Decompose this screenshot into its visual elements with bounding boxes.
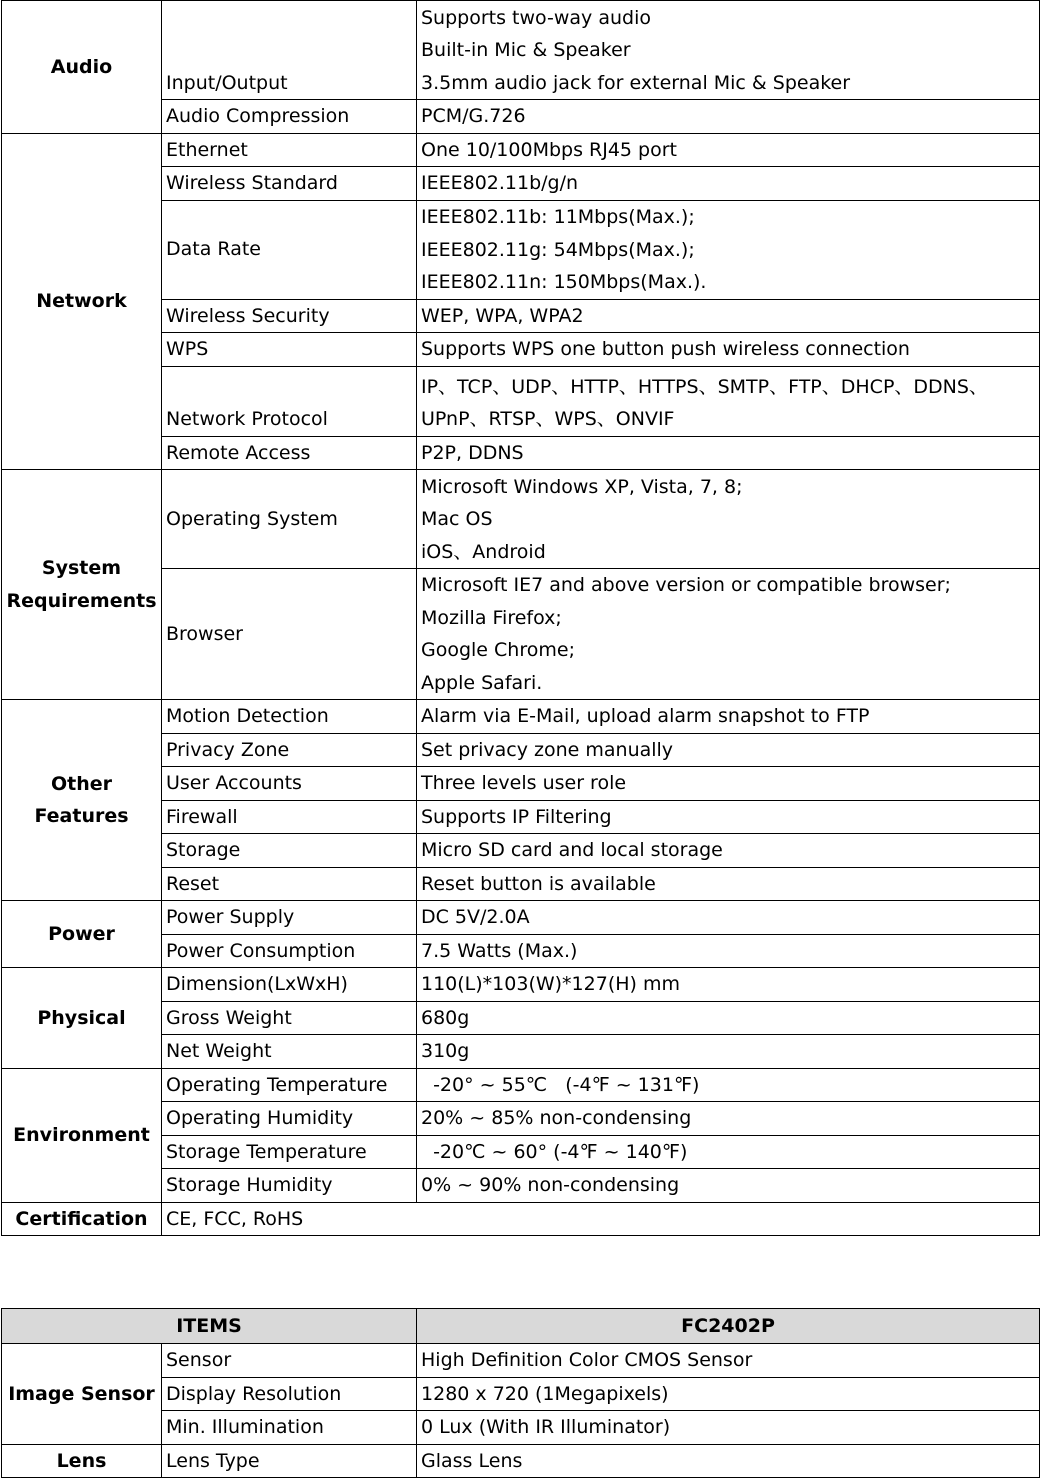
value-line: Built-in Mic & Speaker (421, 39, 631, 61)
row-label: Input/Output (162, 1, 417, 100)
header-items: ITEMS (2, 1309, 417, 1344)
row-value: PCM/G.726 (417, 100, 1040, 134)
table-row (2, 1, 1040, 100)
row-label: Gross Weight (162, 1001, 417, 1035)
category-lens: Lens (2, 1444, 162, 1478)
row-label: Storage Humidity (162, 1169, 417, 1203)
row-label: Remote Access (162, 436, 417, 470)
value-line: IEEE802.11b: 11Mbps(Max.); (421, 206, 695, 228)
value-line: UPnP、RTSP、WPS、ONVIF (421, 408, 675, 430)
row-label: Firewall (162, 800, 417, 834)
table-row (2, 1344, 1040, 1378)
value-line: Microsoft Windows XP, Vista, 7, 8; (421, 475, 743, 498)
row-label: Operating Humidity (162, 1102, 417, 1136)
row-label: Power Consumption (162, 934, 417, 968)
row-label: Wireless Standard (162, 167, 417, 201)
table-row (2, 133, 1040, 167)
row-value: Three levels user role (417, 767, 1040, 801)
category-audio: Audio (2, 1, 162, 134)
row-label: Wireless Security (162, 299, 417, 333)
category-line: System (41, 557, 122, 579)
row-value: 680g (417, 1001, 1040, 1035)
row-label: Audio Compression (162, 100, 417, 134)
value-line: IEEE802.11g: 54Mbps(Max.); (421, 238, 695, 261)
value-line: Mozilla Firefox; (421, 606, 562, 629)
table-row (2, 470, 1040, 569)
row-label: Operating System (162, 470, 417, 569)
row-value (417, 1, 1040, 100)
category-network: Network (2, 133, 162, 470)
category-environment: Environment (2, 1068, 162, 1202)
category-line: Requirements (6, 589, 157, 612)
row-label: Browser (162, 569, 417, 700)
row-value: 110(L)*103(W)*127(H) mm (417, 968, 1040, 1002)
row-label: Operating Temperature (162, 1068, 417, 1102)
row-label: Reset (162, 867, 417, 901)
row-value: 0 Lux (With IR Illuminator) (417, 1411, 1040, 1445)
row-value (417, 569, 1040, 700)
table-row (2, 1068, 1040, 1102)
row-label: Storage (162, 834, 417, 868)
table-row (2, 968, 1040, 1002)
value-line: iOS、Android (421, 540, 546, 563)
row-value: CE, FCC, RoHS (162, 1202, 1040, 1236)
row-value: Alarm via E-Mail, upload alarm snapshot to FTP (417, 700, 1040, 734)
category-system-requirements (2, 470, 162, 700)
model-table (1, 1308, 1040, 1478)
row-value: Glass Lens (417, 1444, 1040, 1478)
category-physical: Physical (2, 968, 162, 1069)
row-label: Data Rate (162, 200, 417, 299)
value-line: Mac OS (421, 508, 493, 530)
row-value: 7.5 Watts (Max.) (417, 934, 1040, 968)
row-label: Network Protocol (162, 366, 417, 436)
value-line: Microsoft IE7 and above version or compatible browser; (421, 574, 951, 596)
row-label: Privacy Zone (162, 733, 417, 767)
value-line: IP、TCP、UDP、HTTP、HTTPS、SMTP、FTP、DHCP、DDNS、 (421, 375, 988, 398)
row-label: User Accounts (162, 767, 417, 801)
row-label: Min. Illumination (162, 1411, 417, 1445)
table-header-row (2, 1309, 1040, 1344)
row-label: Sensor (162, 1344, 417, 1378)
row-value: Set privacy zone manually (417, 733, 1040, 767)
row-label: Lens Type (162, 1444, 417, 1478)
table-row (2, 700, 1040, 734)
row-label: Dimension(LxWxH) (162, 968, 417, 1002)
value-line: Apple Safari. (421, 671, 543, 694)
row-value: 0% ~ 90% non-condensing (417, 1169, 1040, 1203)
value-line: 3.5mm audio jack for external Mic & Speaker (421, 71, 851, 94)
table-row (2, 1202, 1040, 1236)
row-value: WEP, WPA, WPA2 (417, 299, 1040, 333)
row-value: -20℃ ~ 60° (-4℉ ~ 140℉) (417, 1135, 1040, 1169)
row-value: 310g (417, 1035, 1040, 1069)
spec-table (1, 0, 1040, 1236)
row-label: Motion Detection (162, 700, 417, 734)
row-value: 1280 x 720 (1Megapixels) (417, 1377, 1040, 1411)
table-row (2, 901, 1040, 935)
row-value: DC 5V/2.0A (417, 901, 1040, 935)
value-line: Supports two-way audio (421, 6, 651, 29)
row-value: One 10/100Mbps RJ45 port (417, 133, 1040, 167)
row-value: Reset button is available (417, 867, 1040, 901)
row-value (417, 470, 1040, 569)
table-row (2, 1444, 1040, 1478)
row-label: Net Weight (162, 1035, 417, 1069)
category-certification: Certification (2, 1202, 162, 1236)
row-label: Power Supply (162, 901, 417, 935)
row-value: Supports IP Filtering (417, 800, 1040, 834)
value-line: Google Chrome; (421, 639, 575, 661)
row-value: P2P, DDNS (417, 436, 1040, 470)
category-power: Power (2, 901, 162, 968)
header-model: FC2402P (417, 1309, 1040, 1344)
row-value: High Definition Color CMOS Sensor (417, 1344, 1040, 1378)
row-label: Ethernet (162, 133, 417, 167)
row-value: -20° ~ 55℃ (-4℉ ~ 131℉) (417, 1068, 1040, 1102)
category-image-sensor: Image Sensor (2, 1344, 162, 1445)
row-label: Display Resolution (162, 1377, 417, 1411)
value-line: IEEE802.11n: 150Mbps(Max.). (421, 271, 707, 293)
category-other-features: Other Features (2, 700, 162, 901)
row-value: Supports WPS one button push wireless connection (417, 333, 1040, 367)
row-value (417, 366, 1040, 436)
row-value: Micro SD card and local storage (417, 834, 1040, 868)
row-value: IEEE802.11b/g/n (417, 167, 1040, 201)
row-value: 20% ~ 85% non-condensing (417, 1102, 1040, 1136)
row-label: Storage Temperature (162, 1135, 417, 1169)
row-value (417, 200, 1040, 299)
row-label: WPS (162, 333, 417, 367)
